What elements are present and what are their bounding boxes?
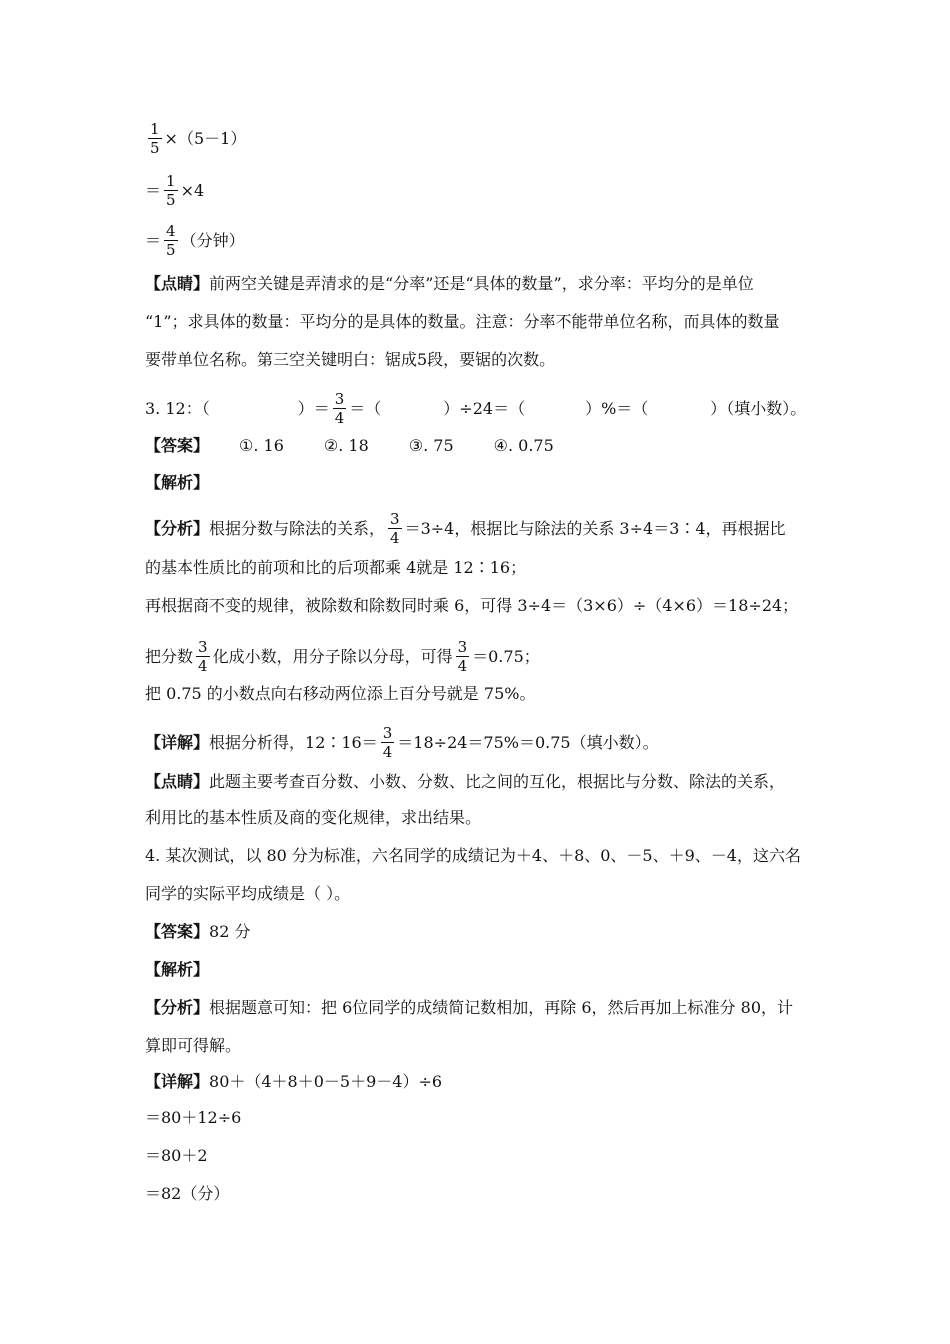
calc-line-3: ＝ $\frac{4}{5}$ （分钟） [145, 222, 245, 259]
q3-fenxi-line-2: 的基本性质比的前项和比的后项都乘 4就是 12∶16； [145, 558, 527, 577]
q3-dianjing-line-1: 【点睛】 此题主要考查百分数、小数、分数、比之间的互化，根据比与分数、除法的关系， [145, 772, 786, 791]
calc-line-2: ＝ $\frac{1}{5}$ ×4 [145, 172, 205, 209]
fraction: $\frac{3}{4}$ [390, 510, 400, 547]
q3-jiexi: 【解析】 [145, 473, 210, 492]
fraction: $\frac{3}{4}$ [382, 724, 393, 761]
q3-fenxi-line-1: 【分析】 根据分数与除法的关系， $\frac{3}{4}$ ＝3÷4，根据比与除法的关系 3÷4＝3∶4，再根据比 [145, 510, 786, 547]
q4-xiangjie-line-2: ＝80＋12÷6 [145, 1108, 242, 1127]
q3-xiangjie: 【详解】 根据分析得，12∶16＝ $\frac{3}{4}$ ＝18÷24＝75%＝0.75（填小数）。 [145, 724, 659, 761]
fraction: $\frac{3}{4}$ [198, 638, 208, 675]
question-4-line-2: 同学的实际平均成绩是（ ）。 [145, 884, 351, 903]
q3-fenxi-line-3: 再根据商不变的规律，被除数和除数同时乘 6，可得 3÷4＝（3×6）÷（4×6）＝18÷24； [145, 596, 799, 615]
fraction: $\frac{4}{5}$ [166, 222, 176, 259]
q4-fenxi-line-2: 算即可得解。 [145, 1036, 242, 1055]
q4-xiangjie-line-1: 【详解】 80＋（4＋8＋0－5＋9－4）÷6 [145, 1072, 443, 1091]
calc-line-1: $\frac{1}{5}$ ×（5－1） [150, 120, 247, 157]
fraction: $\frac{3}{4}$ [334, 390, 345, 427]
q4-jiexi: 【解析】 [145, 960, 210, 979]
dianjing-1-line-3: 要带单位名称。第三空关键明白：锯成5段，要锯的次数。 [145, 350, 556, 369]
q3-answer: 【答案】 ①. 16 ②. 18 ③. 75 ④. 0.75 [145, 436, 554, 455]
q4-xiangjie-line-4: ＝82（分） [145, 1184, 230, 1203]
q3-dianjing-line-2: 利用比的基本性质及商的变化规律，求出结果。 [145, 808, 482, 827]
q3-fenxi-line-5: 把 0.75 的小数点向右移动两位添上百分号就是 75%。 [145, 684, 536, 703]
fraction: $\frac{3}{4}$ [457, 638, 468, 675]
fraction: $\frac{1}{5}$ [166, 172, 176, 209]
dianjing-1-line-2: “1”；求具体的数量：平均分的是具体的数量。注意：分率不能带单位名称，而具体的数量 [145, 312, 780, 331]
fraction: $\frac{1}{5}$ [150, 120, 160, 157]
q4-answer: 【答案】 82 分 [145, 922, 251, 941]
dianjing-1-line-1: 【点睛】 前两空关键是弄清求的是“分率”还是“具体的数量”，求分率：平均分的是单位 [145, 274, 754, 293]
q4-fenxi-line-1: 【分析】 根据题意可知：把 6位同学的成绩简记数相加，再除 6，然后再加上标准分 80，计 [145, 998, 793, 1017]
question-4-line-1: 4. 某次测试，以 80 分为标准，六名同学的成绩记为＋4、＋8、0、－5、＋9、－4，这六名 [145, 846, 801, 865]
question-3: 3. 12：（ ）＝ $\frac{3}{4}$ ＝（ ）÷24＝（ ）%＝（ ）（填小数）。 [145, 390, 807, 427]
q3-fenxi-line-4: 把分数 $\frac{3}{4}$ 化成小数，用分子除以分母，可得 $\frac{3}{4}$ ＝0.75； [145, 638, 540, 675]
q4-xiangjie-line-3: ＝80＋2 [145, 1146, 208, 1165]
